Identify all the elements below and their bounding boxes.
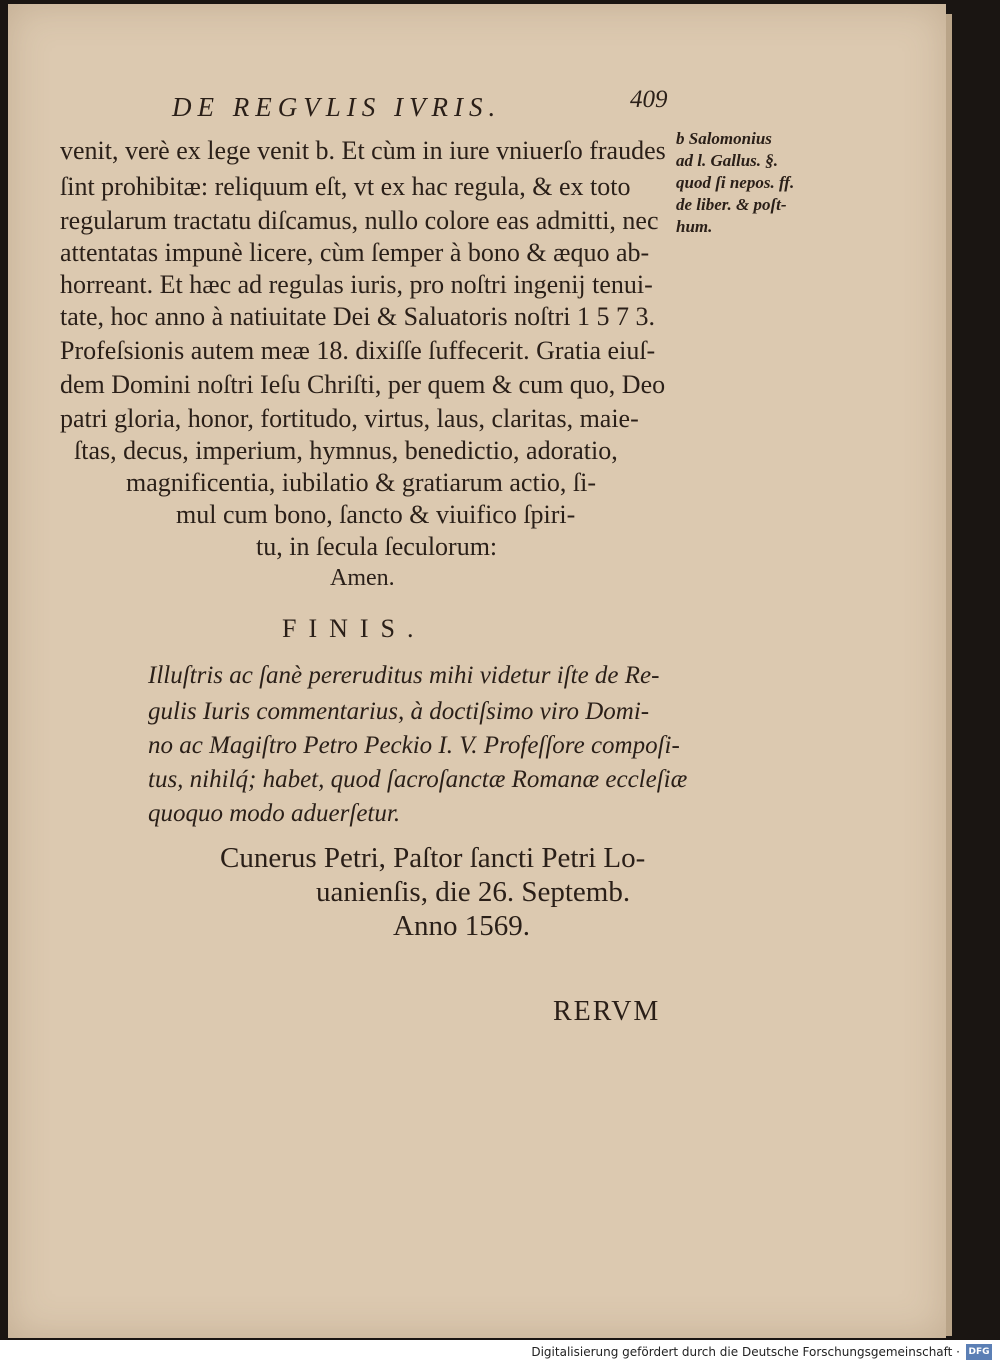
page-edge [946, 14, 952, 1336]
text-line: mul cum bono, ſancto & viuifico ſpiri- [176, 500, 576, 529]
approbation-line: tus, nihilq́; habet, quod ſacroſanctæ Romanæ eccleſiæ [148, 766, 688, 793]
marginal-line: ad l. Gallus. §. [676, 151, 779, 170]
marginal-line: hum. [676, 217, 713, 236]
digitization-credit: Digitalisierung gefördert durch die Deutsche Forschungsgemeinschaft · [531, 1345, 960, 1359]
approbation-line: no ac Magiſtro Petro Peckio I. V. Profeſſore compoſi- [148, 732, 680, 759]
text-line: horreant. Et hæc ad regulas iuris, pro noſtri ingenij tenui- [60, 270, 653, 299]
marginal-line: quod ſi nepos. ff. [676, 173, 795, 192]
signature-line: Anno 1569. [393, 910, 530, 942]
marginal-note [676, 128, 836, 238]
dfg-logo-icon: DFG [966, 1344, 992, 1360]
text-line: magnificentia, iubilatio & gratiarum actio, ſi- [126, 468, 597, 497]
text-line: ſint prohibitæ: reliquum eſt, vt ex hac regula, & ex toto [60, 172, 631, 201]
text-line: dem Domini noſtri Ieſu Chriſti, per quem & cum quo, Deo [60, 370, 666, 399]
text-line: regularum tractatu diſcamus, nullo colore eas admitti, nec [60, 206, 659, 235]
marginal-line: b Salomonius [676, 129, 772, 148]
text-line: patri gloria, honor, fortitudo, virtus, laus, claritas, maie- [60, 404, 639, 433]
approbation-line: Illuſtris ac ſanè pereruditus mihi videtur iſte de Re- [148, 662, 660, 689]
catchword: RERVM [553, 996, 661, 1027]
signature-line: Cunerus Petri, Paſtor ſancti Petri Lo- [220, 842, 646, 874]
text-line: tu, in ſecula ſeculorum: [256, 532, 498, 561]
page-number: 409 [630, 86, 668, 113]
text-line-amen: Amen. [330, 565, 395, 591]
text-line: venit, verè ex lege venit b. Et cùm in iure vniuerſo fraudes [60, 136, 666, 165]
text-line: attentatas impunè licere, cùm ſemper à bono & æquo ab- [60, 238, 650, 267]
text-line: Profeſsionis autem meæ 18. dixiſſe ſuffecerit. Gratia eiuſ- [60, 336, 656, 365]
text-line: ſtas, decus, imperium, hymnus, benedictio, adoratio, [74, 436, 618, 465]
approbation-line: quoquo modo aduerſetur. [148, 800, 401, 827]
text-line: tate, hoc anno à natiuitate Dei & Saluatoris noſtri 1 5 7 3. [60, 302, 655, 331]
marginal-line: de liber. & poſt- [676, 195, 787, 214]
signature-line: uanienſis, die 26. Septemb. [316, 876, 631, 908]
approbation-line: gulis Iuris commentarius, à doctiſsimo viro Domi- [148, 698, 650, 725]
finis-heading: FINIS. [282, 614, 426, 643]
running-head: DE REGVLIS IVRIS. [172, 92, 502, 122]
